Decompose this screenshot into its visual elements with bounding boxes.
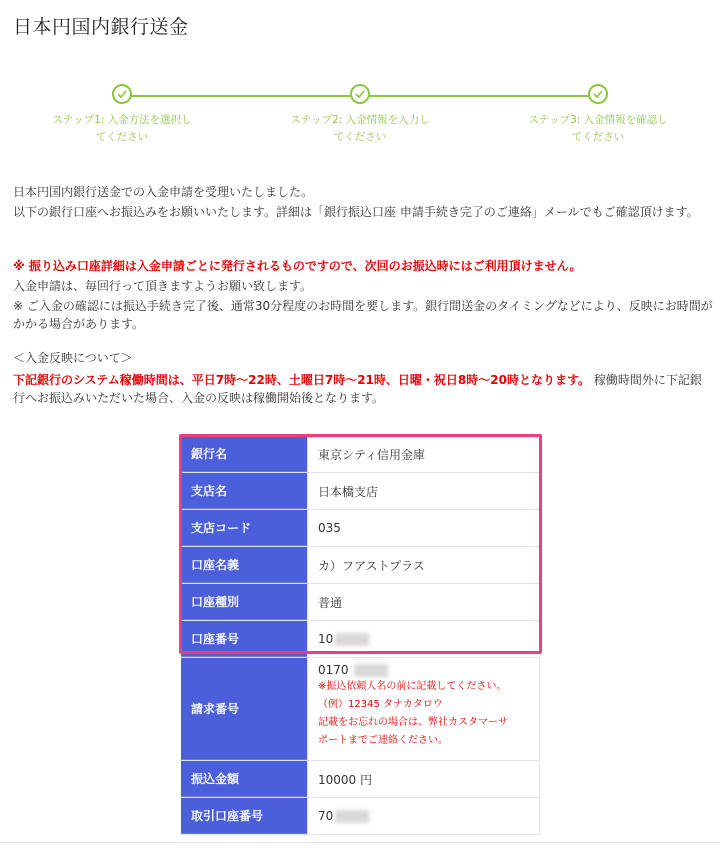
step-3-label: ステップ3: 入金情報を確認し てください — [528, 114, 668, 143]
redacted-mask — [335, 633, 369, 646]
step-2-label: ステップ2: 入金情報を入力し てください — [290, 114, 430, 143]
progress-stepper — [0, 84, 720, 154]
trading-account-label: 取引口座番号 — [181, 798, 307, 834]
account-number-label: 口座番号 — [181, 621, 307, 657]
step-2 — [270, 84, 450, 146]
bank-details-table — [181, 436, 540, 835]
transfer-amount-value: 10000 円 — [307, 761, 540, 797]
notes-text: 入金申請は、毎回行って頂きますようお願い致します。 ※ ご入金の確認には振込手続き完了後、通常30分程度のお時間を要します。銀行間送金のタイミングなどにより、反映にお時間がかかる場合があります。 — [13, 279, 713, 331]
request-number-label: 請求番号 — [181, 658, 307, 760]
account-number-value: 10 — [318, 632, 334, 646]
warning-text: ※ 振り込み口座詳細は入金申請ごとに発行されるものですので、次回のお振込時にはご利用頂けません。 — [13, 259, 582, 273]
step-1-label: ステップ1: 入金方法を選択し てください — [52, 114, 192, 143]
step-1 — [32, 84, 212, 146]
account-holder-value: カ）フアストプラス — [307, 547, 540, 583]
branch-code-value: 035 — [307, 510, 540, 546]
redacted-mask — [335, 810, 369, 823]
trading-account-cell — [307, 798, 540, 834]
step-3 — [508, 84, 688, 146]
transfer-amount-label: 振込金額 — [181, 761, 307, 797]
request-number-cell — [307, 658, 540, 760]
table-row — [181, 473, 540, 510]
check-icon — [588, 84, 608, 104]
table-row — [181, 510, 540, 547]
bank-name-value: 東京シティ信用金庫 — [307, 436, 540, 472]
table-row — [181, 436, 540, 473]
account-type-value: 普通 — [307, 584, 540, 620]
request-number-value: 0170 — [318, 663, 349, 677]
page-title: 日本円国内銀行送金 — [13, 16, 189, 38]
branch-name-label: 支店名 — [181, 473, 307, 509]
reflection-heading: ＜入金反映について＞ — [13, 351, 133, 365]
account-number-cell — [307, 621, 540, 657]
check-icon — [350, 84, 370, 104]
account-holder-label: 口座名義 — [181, 547, 307, 583]
account-type-label: 口座種別 — [181, 584, 307, 620]
intro-text: 日本円国内銀行送金での入金申請を受理いたしました。 以下の銀行口座へお振込みをお願いいたします。詳細は「銀行振込口座 申請手続き完了のご連絡」メールでもご確認頂けます。 — [13, 185, 699, 219]
table-row — [181, 761, 540, 798]
trading-account-value: 70 — [318, 809, 334, 823]
reflection-text: 下記銀行のシステム稼働時間は、平日7時〜22時、土曜日7時〜21時、日曜・祝日8時〜20時となります。 稼働時間外に下記銀行へお振込みいただいた場合、入金の反映は稼働開始後となります。 — [13, 373, 702, 405]
branch-code-label: 支店コード — [181, 510, 307, 546]
request-note: ※振込依頼人名の前に記載してください。 （例）12345 タナカタロウ 記載をお忘れの場合は、弊社カスタマーサ ポートまでご連絡ください。 — [318, 681, 508, 746]
table-row — [181, 621, 540, 658]
table-row — [181, 658, 540, 761]
table-row — [181, 584, 540, 621]
bank-name-label: 銀行名 — [181, 436, 307, 472]
table-row — [181, 798, 540, 835]
branch-name-value: 日本橋支店 — [307, 473, 540, 509]
table-row — [181, 547, 540, 584]
divider — [0, 842, 720, 843]
redacted-mask — [354, 664, 388, 677]
check-icon — [112, 84, 132, 104]
